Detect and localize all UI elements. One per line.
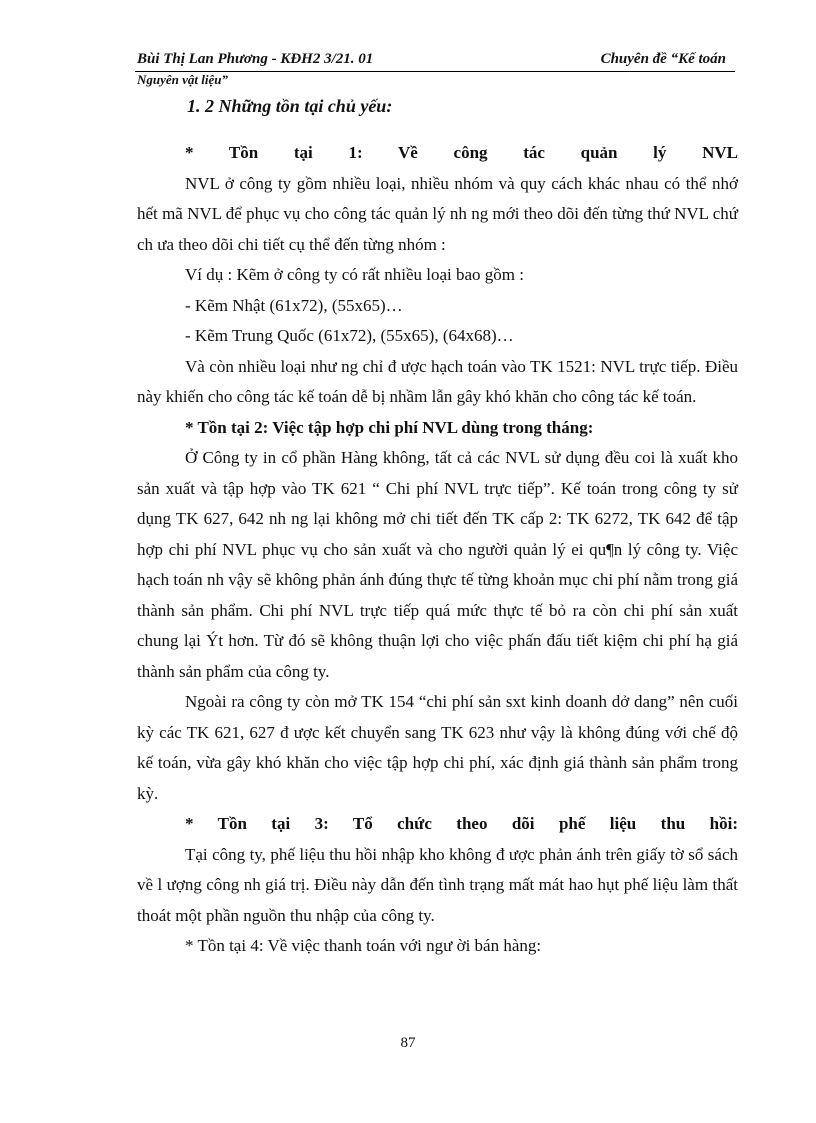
- issue-4-heading: * Tồn tại 4: Về việc thanh toán với ngư ời bán hàng:: [185, 936, 542, 955]
- list-item: - Kẽm Nhật (61x72), (55x65)…: [185, 295, 403, 315]
- paragraph: Ví dụ : Kẽm ở công ty có rất nhiều loại bao gồm :: [185, 265, 525, 284]
- list-item: - Kẽm Trung Quốc (61x72), (55x65), (64x68)…: [185, 326, 514, 345]
- document-body: [137, 92, 738, 962]
- paragraph: NVL ở công ty gồm nhiều loại, nhiều nhóm và quy cách khác nhau có thể nhớ hết mã NVL để phục vụ cho công tác quản lý nh ng mới theo dõi đến từng thứ NVL chứ ch ưa theo dõi chi tiết cụ thể đến từng nhóm :: [137, 173, 738, 254]
- issue-2-heading: * Tồn tại 2: Việc tập hợp chi phí NVL dùng trong tháng:: [185, 417, 594, 437]
- paragraph: Tại công ty, phế liệu thu hồi nhập kho không đ ược phản ánh trên giấy tờ sổ sách về l ượng công nh giá trị. Điều này dẫn đến tình trạng mất mát hao hụt phế liệu làm thất thoát một phần nguồn thu nhập của công ty.: [137, 844, 738, 925]
- header-author: Bùi Thị Lan Phương - KĐH2 3/21. 01: [137, 51, 374, 67]
- header-topic: Chuyên đề “Kế toán: [600, 51, 726, 67]
- issue-3-heading: * Tồn tại 3: Tổ chức theo dõi phế liệu thu hồi:: [185, 814, 738, 833]
- section-title: 1. 2 Những tồn tại chủ yếu:: [187, 96, 393, 116]
- paragraph: Và còn nhiều loại như ng chỉ đ ược hạch toán vào TK 1521: NVL trực tiếp. Điều này khiến cho công tác kế toán dễ bị nhầm lẫn gây khó khăn cho công tác kế toán.: [137, 356, 738, 406]
- header-topic-continuation: Nguyên vật liệu”: [137, 72, 228, 87]
- issue-1-heading: * Tồn tại 1: Về công tác quản lý NVL: [185, 143, 738, 162]
- page-number: 87: [400, 1035, 416, 1051]
- paragraph: Ngoài ra công ty còn mở TK 154 “chi phí sản sxt kinh doanh dở dang” nên cuối kỳ các TK 621, 627 đ ược kết chuyển sang TK 623 như vậy là không đúng với chế độ kế toán, vừa gây khó khăn cho việc tập hợp chi phí, xác định giá thành sản phẩm trong kỳ.: [137, 692, 738, 803]
- paragraph: Ở Công ty in cổ phần Hàng không, tất cả các NVL sử dụng đều coi là xuất kho sản xuất và tập hợp vào TK 621 “ Chi phí NVL trực tiếp”. Kế toán trong công ty sử dụng TK 627, 642 nh ng lại không mở chi tiết đến TK cấp 2: TK 6272, TK 642 để tập hợp chi phí NVL phục vụ cho sản xuất và cho người quản lý ei qu¶n lý công ty. Việc hạch toán nh vậy sẽ không phản ánh đúng thực tế từng khoản mục chi phí nằm trong giá thành sản phẩm. Chi phí NVL trực tiếp quá mức thực tế bỏ ra còn chi phí sản xuất chung lại Ýt hơn. Từ đó sẽ không thuận lợi cho việc phấn đấu tiết kiệm chi phí hạ giá thành sản phẩm của công ty.: [137, 448, 738, 681]
